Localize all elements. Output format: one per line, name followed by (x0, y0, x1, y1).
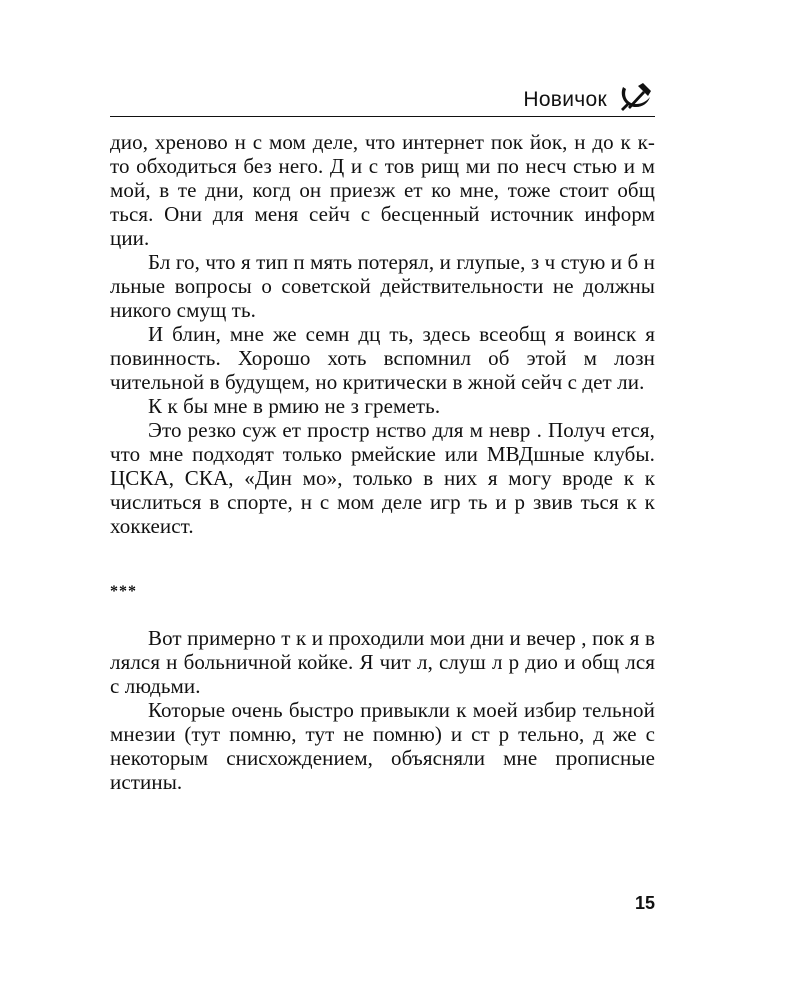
paragraph: Бл го, что я тип п мять потерял, и глупые, з ч стую и б н льные вопросы о советской действительности не должны никого смущ ть. (110, 250, 655, 322)
paragraph: Которые очень быстро привыкли к моей избир тельной мнезии (тут помню, тут не помню) и ст р тельно, д же с некоторым снисхождением, объясняли мне прописные истины. (110, 698, 655, 794)
hammer-and-sickle-icon (617, 80, 653, 112)
running-header (110, 74, 655, 117)
paragraph: дио, хреново н с мом деле, что интернет пок йок, н до к к-то обходиться без него. Д и с тов рищ ми по несч стью и м мой, в те дни, когд он приезж ет ко мне, тоже стоит общ ться. Они для меня сейч с бесценный источник информ ции. (110, 130, 655, 250)
section-separator: *** (110, 583, 137, 600)
running-title: Новичок (523, 88, 607, 111)
page-number: 15 (634, 893, 655, 913)
paragraph: Вот примерно т к и проходили мои дни и вечер , пок я в лялся н больничной койке. Я чит л, слуш л р дио и общ лся с людьми. (110, 626, 655, 698)
body-text (110, 130, 655, 794)
paragraph: Это резко суж ет простр нство для м невр . Получ ется, что мне подходят только рмейские или МВДшные клубы. ЦСКА, СКА, «Дин мо», только в них я могу вроде к к числиться в спорте, н с мом деле игр ть и р звив ться к к хоккеист. (110, 418, 655, 538)
paragraph: К к бы мне в рмию не з греметь. (148, 394, 441, 418)
paragraph: И блин, мне же семн дц ть, здесь всеобщ я воинск я повинность. Хорошо хоть вспомнил об этой м лозн чительной в будущем, но критически в жной сейч с дет ли. (110, 322, 655, 394)
